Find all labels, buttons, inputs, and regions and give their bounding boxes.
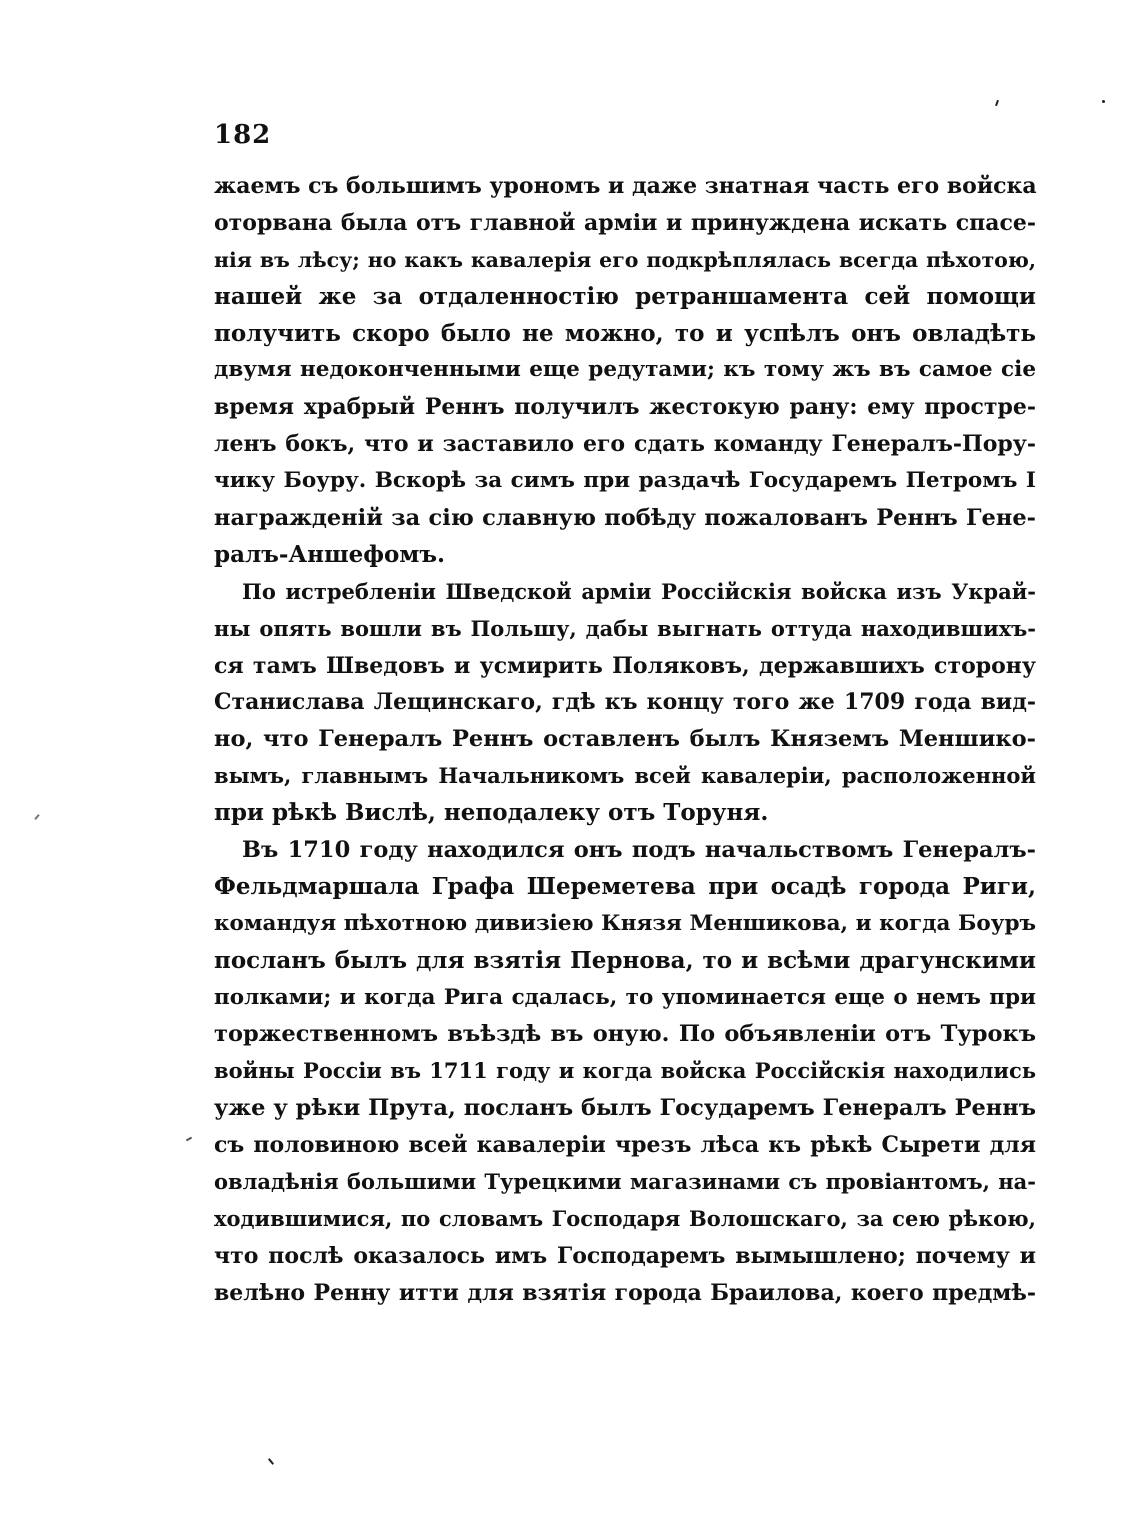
text-line: ся тамъ Шведовъ и усмирить Поляковъ, державшихъ сторону — [214, 652, 1036, 679]
text-line: войны Россіи въ 1711 году и когда войска Россійскія находились — [214, 1058, 1036, 1084]
text-line: посланъ былъ для взятія Пернова, то и всѣми драгунскими — [214, 946, 1036, 974]
text-line: Фельдмаршала Графа Шереметева при осадѣ города Риги, — [214, 872, 1036, 900]
text-line: велѣно Ренну итти для взятія города Браилова, коего предмѣ- — [214, 1279, 1036, 1306]
paragraph-start-line: Въ 1710 году находился онъ подъ начальствомъ Генералъ- — [242, 837, 1036, 864]
scan-speck — [1102, 100, 1105, 103]
text-line: нашей же за отдаленностію ретраншамента сей помощи — [214, 282, 1036, 310]
text-line: ходившимися, по словамъ Господаря Волошскаго, за сею рѣкою, — [214, 1205, 1036, 1231]
text-line: полками; и когда Рига сдалась, то упоминается еще о немъ при — [214, 984, 1036, 1010]
paragraph-end-line: ралъ-Аншефомъ. — [214, 540, 446, 568]
text-line: овладѣнія большими Турецкими магазинами съ провіантомъ, на- — [214, 1169, 1036, 1195]
text-line: торжественномъ въѣздѣ въ оную. По объявленіи отъ Турокъ — [214, 1021, 1036, 1048]
scan-speck — [186, 1137, 192, 1142]
text-line: двумя недоконченными еще редутами; къ тому жъ въ самое сіе — [214, 357, 1036, 383]
text-line: время храбрый Реннъ получилъ жестокую рану: ему простре- — [214, 394, 1036, 421]
text-line: жаемъ съ большимъ урономъ и даже знатная часть его войска — [214, 173, 1037, 199]
text-line: командуя пѣхотною дивизіею Князя Меншикова, и когда Боуръ — [214, 910, 1036, 936]
body-text — [214, 168, 1036, 1312]
text-line: получить скоро было не можно, то и успѣлъ онъ овладѣть — [214, 319, 1036, 347]
text-line: Станислава Лещинскаго, гдѣ къ концу того же 1709 года вид- — [214, 689, 1036, 716]
scan-speck — [995, 100, 999, 106]
paragraph-start-line: По истребленіи Шведской арміи Россійскія войска изъ Украй- — [242, 578, 1036, 604]
text-line: оторвана была отъ главной арміи и принуждена искать спасе- — [214, 209, 1036, 236]
text-line: ны опять вошли въ Польшу, дабы выгнать оттуда находившихъ- — [214, 615, 1036, 641]
scan-speck — [268, 1458, 274, 1465]
text-line: чику Боуру. Вскорѣ за симъ при раздачѣ Государемъ Петромъ I — [214, 468, 1036, 494]
scan-speck — [34, 814, 39, 820]
text-line: нія въ лѣсу; но какъ кавалерія его подкрѣплялась всегда пѣхотою, — [214, 247, 1036, 272]
paragraph-end-line: при рѣкѣ Вислѣ, неподалеку отъ Торуня. — [214, 799, 769, 827]
text-line: награжденій за сію славную побѣду пожалованъ Реннъ Гене- — [214, 505, 1036, 532]
text-line: что послѣ оказалось имъ Господаремъ вымышлено; почему и — [214, 1242, 1036, 1269]
page-number: 182 — [214, 120, 272, 150]
text-line: ленъ бокъ, что и заставило его сдать команду Генералъ-Пору- — [214, 431, 1036, 458]
text-line: уже у рѣки Прута, посланъ былъ Государемъ Генералъ Реннъ — [214, 1095, 1036, 1122]
text-line: вымъ, главнымъ Начальникомъ всей кавалеріи, расположенной — [214, 763, 1036, 789]
text-line: съ половиною всей кавалеріи чрезъ лѣса къ рѣкѣ Сырети для — [214, 1132, 1036, 1159]
text-line: но, что Генералъ Реннъ оставленъ былъ Княземъ Меншико- — [214, 726, 1036, 753]
